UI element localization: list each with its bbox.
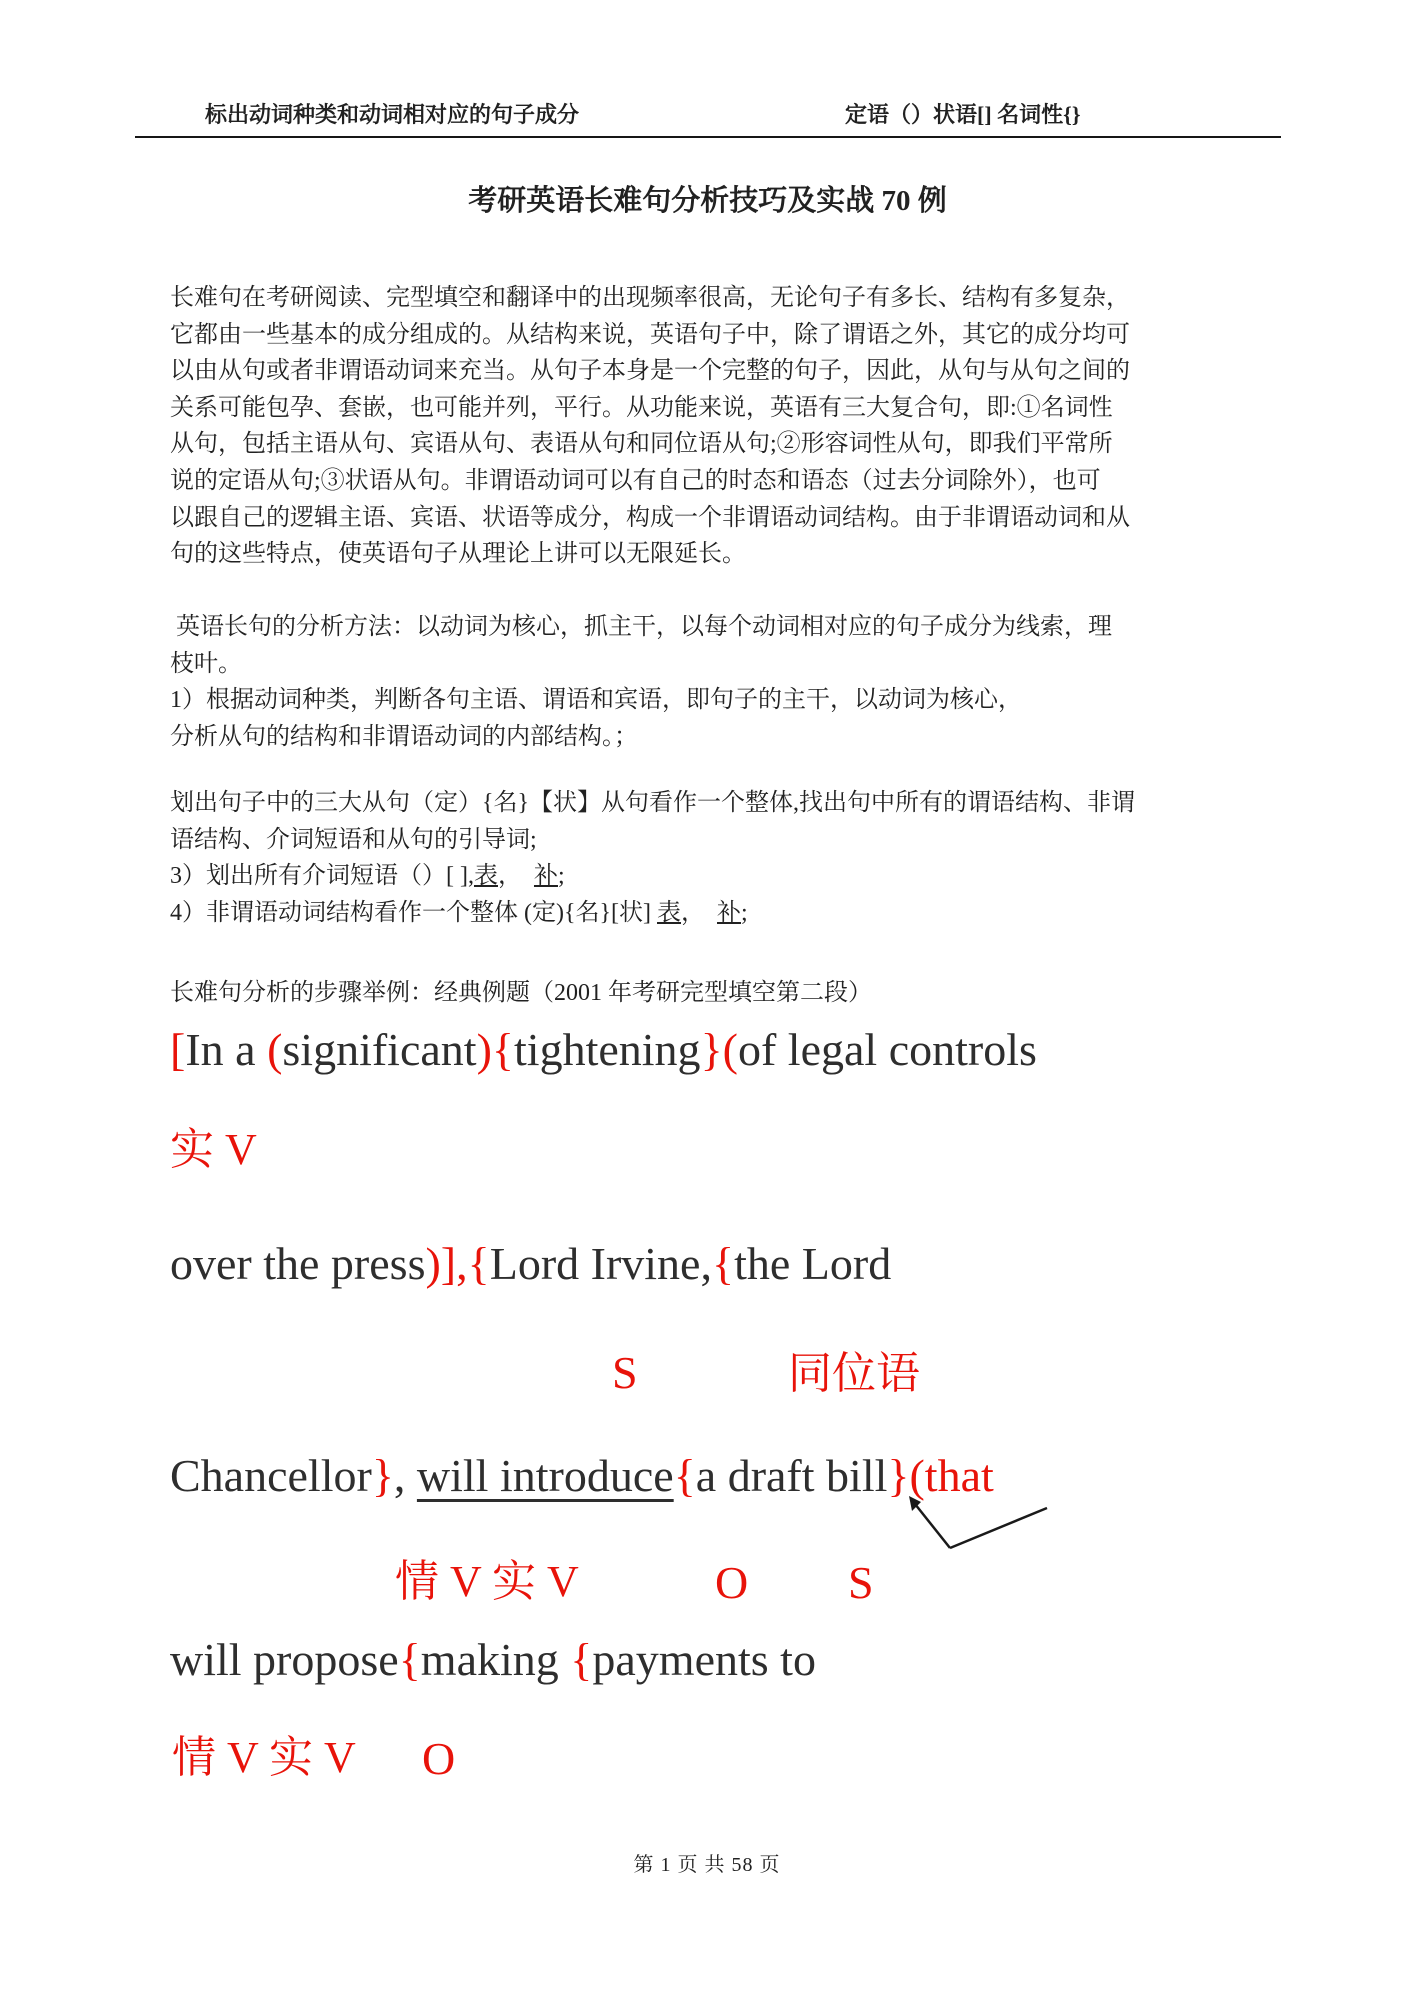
text-segment: making <box>420 1634 571 1685</box>
header-rule <box>135 136 1281 138</box>
annotation-shi-v: 实 V <box>170 1125 257 1174</box>
text-line: 从句，包括主语从句、宾语从句、表语从句和同位语从句;②形容词性从句，即我们平常所 <box>170 431 1113 458</box>
text-segment: { <box>570 1634 593 1685</box>
text-segment: ) <box>476 1024 492 1075</box>
rules-paragraph <box>170 785 1265 931</box>
text-segment: a draft bill <box>695 1450 888 1501</box>
text-segment: of legal controls <box>737 1024 1037 1075</box>
text-segment: } <box>887 1450 910 1501</box>
text-segment: will propose <box>170 1634 399 1685</box>
pointer-arrow <box>895 1490 1060 1556</box>
text-line: 它都由一些基本的成分组成的。从结构来说，英语句子中，除了谓语之外，其它的成分均可 <box>170 321 1130 348</box>
text-line: 关系可能包孕、套嵌，也可能并列，平行。从功能来说，英语有三大复合句，即:①名词性 <box>170 394 1113 421</box>
text-segment: } <box>700 1024 723 1075</box>
text-line: 说的定语从句;③状语从句。非谓语动词可以有自己的时态和语态（过去分词除外），也可 <box>170 467 1101 494</box>
text-segment: [ <box>170 1024 186 1075</box>
text-segment: ( <box>267 1024 283 1075</box>
text-line: 长难句在考研阅读、完型填空和翻译中的出现频率很高，无论句子有多长、结构有多复杂， <box>170 285 1130 311</box>
text-segment: over the press <box>170 1238 426 1289</box>
text-segment: 3）划出所有介词短语（）[ ], <box>170 863 474 890</box>
text-segment: 4）非谓语动词结构看作一个整体 (定){名}[状] <box>170 899 658 926</box>
text-line: 句的这些特点，使英语句子从理论上讲可以无限延长。 <box>170 541 746 568</box>
example-sentence-line-3 <box>170 1450 994 1503</box>
text-segment: the Lord <box>734 1238 892 1289</box>
text-segment: ; <box>741 899 748 926</box>
text-line: 语结构、介词短语和从句的引导词; <box>170 826 537 853</box>
text-segment: 表 <box>473 863 498 890</box>
text-segment: { <box>491 1024 515 1075</box>
text-segment: payments to <box>592 1634 816 1685</box>
text-segment: ， <box>497 863 534 890</box>
annotation-subject-2: S <box>848 1557 874 1608</box>
text-segment: ， <box>681 899 718 926</box>
text-segment: significant <box>282 1024 477 1075</box>
text-segment: { <box>673 1450 696 1501</box>
text-line: 英语长句的分析方法：以动词为核心，抓主干，以每个动词相对应的句子成分为线索，理 <box>170 614 1112 640</box>
text-line: 1）根据动词种类，判断各句主语、谓语和宾语，即句子的主干，以动词为核心， <box>170 687 1022 714</box>
annotation-object-2: O <box>422 1733 456 1784</box>
page-title: 考研英语长难句分析技巧及实战 70 例 <box>468 185 947 217</box>
text-segment: (that <box>909 1450 994 1501</box>
text-line: 以由从句或者非谓语动词来充当。从句子本身是一个完整的句子，因此，从句与从句之间的 <box>170 358 1130 385</box>
text-segment: { <box>398 1634 421 1685</box>
text-segment: 补 <box>533 863 558 890</box>
annotation-verbs-2: 情 V 实 V <box>172 1733 356 1782</box>
text-segment: ; <box>557 863 565 890</box>
method-paragraph <box>170 609 1265 755</box>
text-segment: 表 <box>657 899 682 926</box>
example-sentence-line-1 <box>170 1024 1037 1077</box>
text-segment: Lord Irvine, <box>489 1238 712 1289</box>
text-segment: { <box>467 1238 490 1289</box>
text-line <box>170 858 1265 895</box>
intro-paragraph <box>170 280 1265 573</box>
example-sentence-line-4 <box>170 1634 816 1687</box>
text-segment: Chancellor <box>170 1450 372 1501</box>
text-segment: )], <box>425 1238 468 1289</box>
text-line: 划出句子中的三大从句（定）{名}【状】从句看作一个整体,找出句中所有的谓语结构、非谓 <box>170 790 1136 816</box>
annotation-appositive: 同位语 <box>788 1349 920 1398</box>
text-segment: tightening <box>514 1024 701 1075</box>
text-line: 枝叶。 <box>170 650 242 677</box>
text-line <box>170 895 1265 932</box>
annotation-verbs-1: 情 V 实 V <box>395 1557 579 1606</box>
page-number: 第 1 页 共 58 页 <box>633 1854 781 1876</box>
text-segment: , <box>393 1450 417 1501</box>
text-segment: ( <box>722 1024 738 1075</box>
example-sentence-line-2 <box>170 1238 891 1291</box>
text-line: 以跟自己的逻辑主语、宾语、状语等成分，构成一个非谓语动词结构。由于非谓语动词和从 <box>170 504 1130 531</box>
annotation-subject: S <box>612 1347 638 1398</box>
text-segment: } <box>371 1450 394 1501</box>
text-line: 分析从句的结构和非谓语动词的内部结构。； <box>170 723 638 750</box>
text-segment: will introduce <box>416 1450 674 1501</box>
header-left-text: 标出动词种类和动词相对应的句子成分 <box>205 102 580 127</box>
annotation-object-1: O <box>715 1557 749 1608</box>
header-right-legend: 定语（）状语[] 名词性{} <box>845 102 1081 127</box>
text-segment: In a <box>185 1024 268 1075</box>
text-segment: { <box>711 1238 735 1289</box>
example-caption: 长难句分析的步骤举例：经典例题（2001 年考研完型填空第二段） <box>170 980 872 1006</box>
text-segment: 补 <box>717 899 742 926</box>
